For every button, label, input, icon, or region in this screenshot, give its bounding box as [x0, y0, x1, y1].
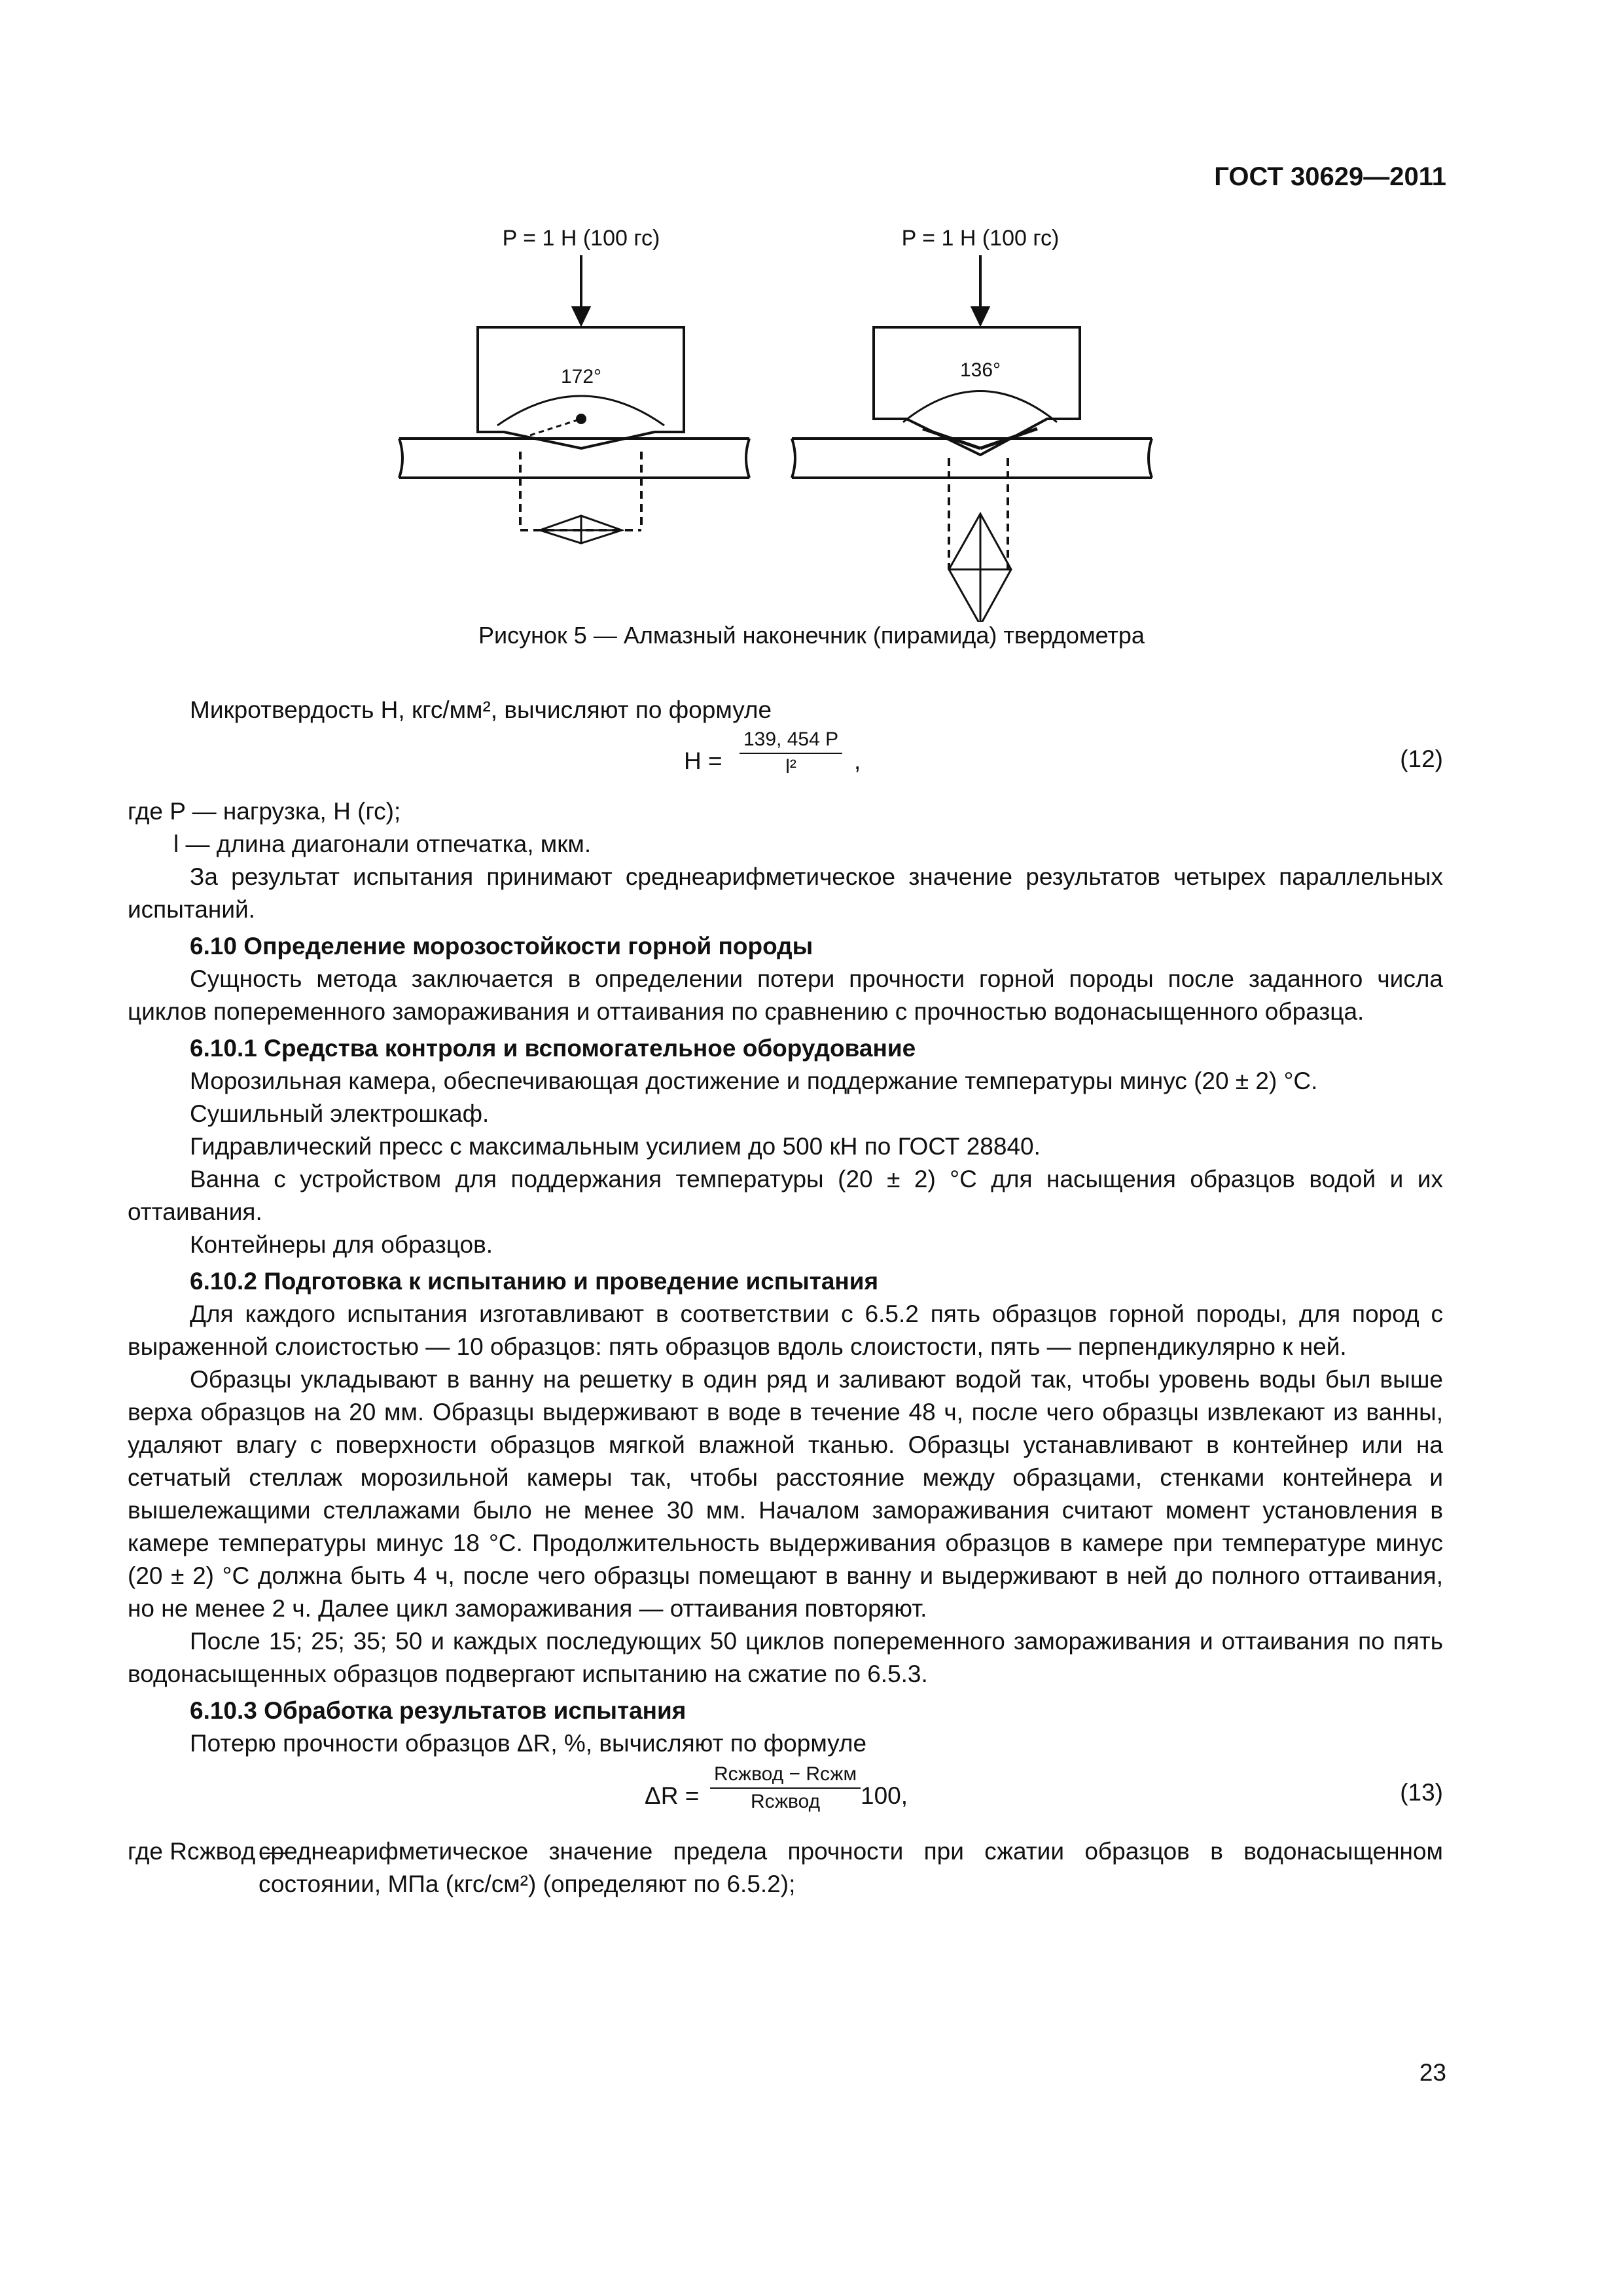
micro-intro: Микротвердость H, кгс/мм², вычисляют по формуле	[190, 696, 772, 723]
page-number: 23	[1419, 2059, 1446, 2086]
figure-diamond-indenter	[386, 216, 1237, 622]
formula-13-denominator: Rсжвод	[750, 1791, 821, 1812]
right-angle-label: 136°	[959, 359, 1001, 381]
formula-13-tail: 100,	[861, 1782, 908, 1809]
equipment-item: Ванна с устройством для поддержания температуры (20 ± 2) °С для насыщения образцов водой и их оттаивания.	[128, 1166, 1443, 1225]
section-6-10-2-title: 6.10.2 Подготовка к испытанию и проведение испытания	[190, 1268, 879, 1295]
equipment-item: Сушильный электрошкаф.	[190, 1100, 490, 1127]
where-p: где P — нагрузка, Н (гс);	[128, 798, 401, 825]
right-load-label: P = 1 Н (100 гс)	[901, 226, 1060, 251]
figure-caption: Рисунок 5 — Алмазный наконечник (пирамида) твердометра	[478, 622, 1145, 649]
micro-result: За результат испытания принимают среднеарифметическое значение результатов четырех параллельных испытаний.	[128, 863, 1443, 923]
formula-13-number: (13)	[1400, 1779, 1443, 1806]
section-6-10-p1: Сущность метода заключается в определении потери прочности горной породы после заданного числа циклов попеременного замораживания и оттаивания по сравнению с прочностью водонасыщенного образца.	[128, 965, 1443, 1025]
where-r-text: среднеарифметическое значение предела прочности при сжатии образцов в водонасыщенном состоянии, МПа (кгс/см²) (определяют по 6.5.2);	[259, 1838, 1443, 1897]
left-angle-label: 172°	[560, 366, 602, 387]
formula-13-numerator: Rсжвод − Rсжм	[710, 1761, 861, 1789]
formula-13-lhs: ΔR =	[645, 1782, 700, 1809]
section-6-10-3-intro: Потерю прочности образцов ΔR, %, вычисляют по формуле	[190, 1730, 867, 1757]
where-l: l — длина диагонали отпечатка, мкм.	[173, 831, 592, 857]
formula-12-lhs: H =	[684, 747, 722, 774]
body-text	[128, 694, 1443, 1901]
formula-12-numerator: 139, 454 P	[740, 726, 842, 754]
section-6-10-1-title: 6.10.1 Средства контроля и вспомогательное оборудование	[190, 1035, 916, 1062]
equipment-item: Контейнеры для образцов.	[190, 1231, 493, 1258]
formula-13	[128, 1760, 1443, 1835]
equipment-item: Гидравлический пресс с максимальным усилием до 500 кН по ГОСТ 28840.	[190, 1133, 1041, 1160]
section-6-10-2-p3: После 15; 25; 35; 50 и каждых последующих 50 циклов попеременного замораживания и оттаивания по пять водонасыщенных образцов подвергают испытанию на сжатие по 6.5.3.	[128, 1628, 1443, 1687]
formula-12-tail: ,	[854, 747, 861, 774]
section-6-10-2-p1: Для каждого испытания изготавливают в соответствии с 6.5.2 пять образцов горной породы, для пород с выраженной слоистостью — 10 образцов: пять образцов вдоль слоистости, пять — перпендикулярно к ней.	[128, 1300, 1443, 1360]
section-6-10-2-p2: Образцы укладывают в ванну на решетку в один ряд и заливают водой так, чтобы уровень воды был выше верха образцов на 20 мм. Образцы выдерживают в воде в течение 48 ч, после чего образцы извлекают из ванны, удаляют влагу с поверхности образцов мягкой влажной тканью. Образцы устанавливают в контейнер или на сетчатый стеллаж морозильной камеры так, чтобы расстояние между образцами, стенками контейнера и вышележащими стеллажами было не менее 30 мм. Началом замораживания считают момент установления в камере температуры минус 18 °С. Продолжительность выдерживания образцов в камере при температуре минус (20 ± 2) °С должна быть 4 ч, после чего образцы помещают в ванну и выдерживают в ней до полного оттаивания, но не менее 2 ч. Далее цикл замораживания — оттаивания повторяют.	[128, 1366, 1443, 1622]
where-r-definition	[128, 1835, 1443, 1901]
formula-12	[128, 726, 1443, 795]
formula-12-number: (12)	[1400, 745, 1443, 772]
formula-12-denominator: l²	[785, 756, 796, 778]
section-6-10-title: 6.10 Определение морозостойкости горной породы	[190, 933, 813, 960]
equipment-item: Морозильная камера, обеспечивающая достижение и поддержание температуры минус (20 ± 2) °С.	[190, 1067, 1318, 1094]
where-r-label: где Rсжвод —	[128, 1838, 287, 1865]
standard-id: ГОСТ 30629—2011	[1214, 162, 1446, 191]
left-load-label: P = 1 Н (100 гс)	[502, 226, 660, 251]
section-6-10-3-title: 6.10.3 Обработка результатов испытания	[190, 1697, 687, 1724]
